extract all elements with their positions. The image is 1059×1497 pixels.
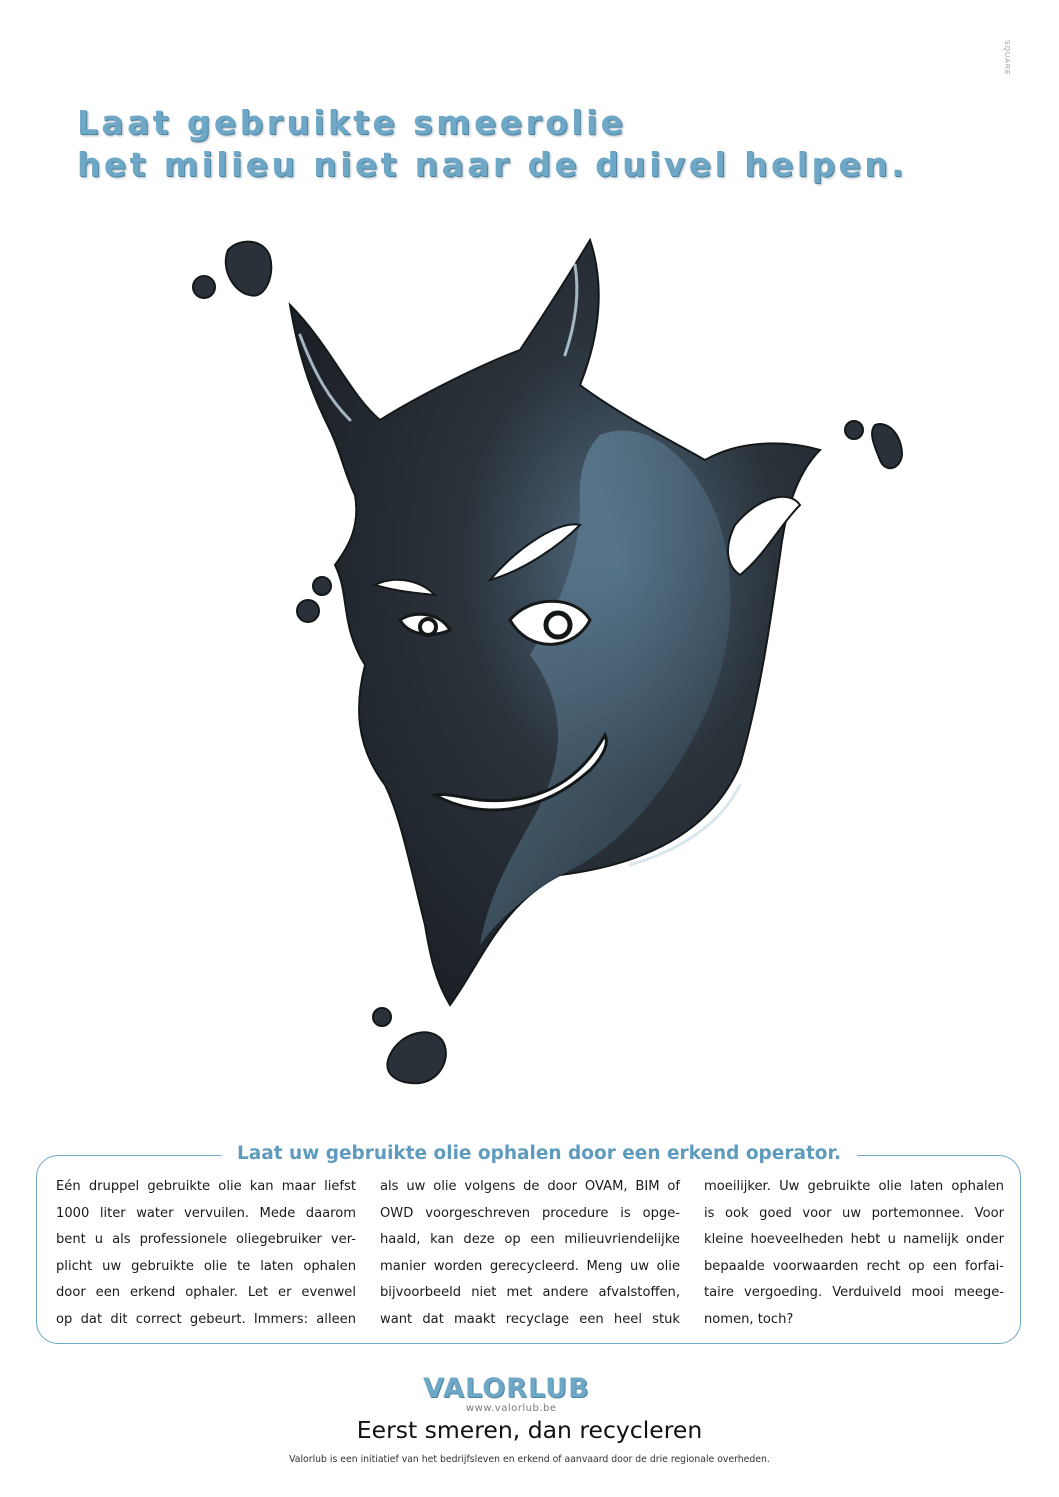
- oil-drop: [373, 1008, 391, 1026]
- headline: [77, 102, 907, 186]
- info-line: Eén druppel gebruikte olie kan maar liefst: [56, 1179, 356, 1194]
- info-line: manier worden gerecycleerd. Meng uw olie: [380, 1258, 680, 1274]
- info-line: plicht uw gebruikte olie te laten ophalen: [56, 1258, 356, 1274]
- info-line: moeilijker. Uw gebruikte olie laten ophalen: [704, 1179, 1004, 1194]
- info-line: op dat dit correct gebeurt. Immers: alleen: [56, 1311, 356, 1327]
- oil-drop: [226, 242, 272, 296]
- info-line: haald, kan deze op een milieuvriendelijke: [380, 1232, 680, 1248]
- info-column-2: [380, 1174, 680, 1334]
- oil-drop: [387, 1032, 446, 1083]
- info-line: bent u als professionele oliegebruiker ver-: [56, 1232, 356, 1248]
- info-column-1: [56, 1174, 356, 1334]
- info-heading: Laat uw gebruikte olie ophalen door een erkend operator.: [221, 1141, 857, 1167]
- oil-drop: [313, 577, 331, 595]
- valorlub-logo: VALORLUB: [423, 1373, 590, 1404]
- info-column-3: [704, 1174, 1004, 1334]
- info-line: OWD voorgeschreven procedure is opge-: [380, 1205, 680, 1221]
- oil-devil-icon: [180, 225, 920, 1105]
- headline-line-1: Laat gebruikte smeerolie: [77, 103, 627, 142]
- info-line: bijvoorbeeld niet met andere afvalstoffen,: [380, 1285, 680, 1301]
- info-line: door een erkend ophaler. Let er evenwel: [56, 1285, 356, 1301]
- info-line: bepaalde voorwaarden recht op een forfai-: [704, 1258, 1004, 1274]
- agency-mark: SQUARE: [1003, 40, 1010, 76]
- info-line: is ook goed voor uw portemonnee. Voor: [704, 1205, 1004, 1221]
- oil-drop: [297, 600, 319, 622]
- info-line: want dat maakt recyclage een heel stuk: [380, 1311, 680, 1327]
- website-url[interactable]: www.valorlub.be: [466, 1403, 557, 1414]
- info-line: nomen, toch?: [704, 1311, 794, 1327]
- slogan: Eerst smeren, dan recycleren: [356, 1416, 703, 1444]
- footer-note: Valorlub is een initiatief van het bedrijfsleven en erkend of aanvaard door de drie regionale overheden.: [289, 1454, 770, 1465]
- oil-drop: [845, 421, 863, 439]
- headline-line-2: het milieu niet naar de duivel helpen.: [77, 145, 908, 184]
- oil-drop: [872, 424, 902, 468]
- oil-drop: [193, 276, 215, 298]
- info-line: taire vergoeding. Verduiveld mooi meege-: [704, 1285, 1004, 1301]
- info-line: als uw olie volgens de door OVAM, BIM of: [380, 1179, 680, 1194]
- info-line: 1000 liter water vervuilen. Mede daarom: [56, 1205, 356, 1221]
- info-line: kleine hoeveelheden hebt u namelijk onder: [704, 1232, 1004, 1248]
